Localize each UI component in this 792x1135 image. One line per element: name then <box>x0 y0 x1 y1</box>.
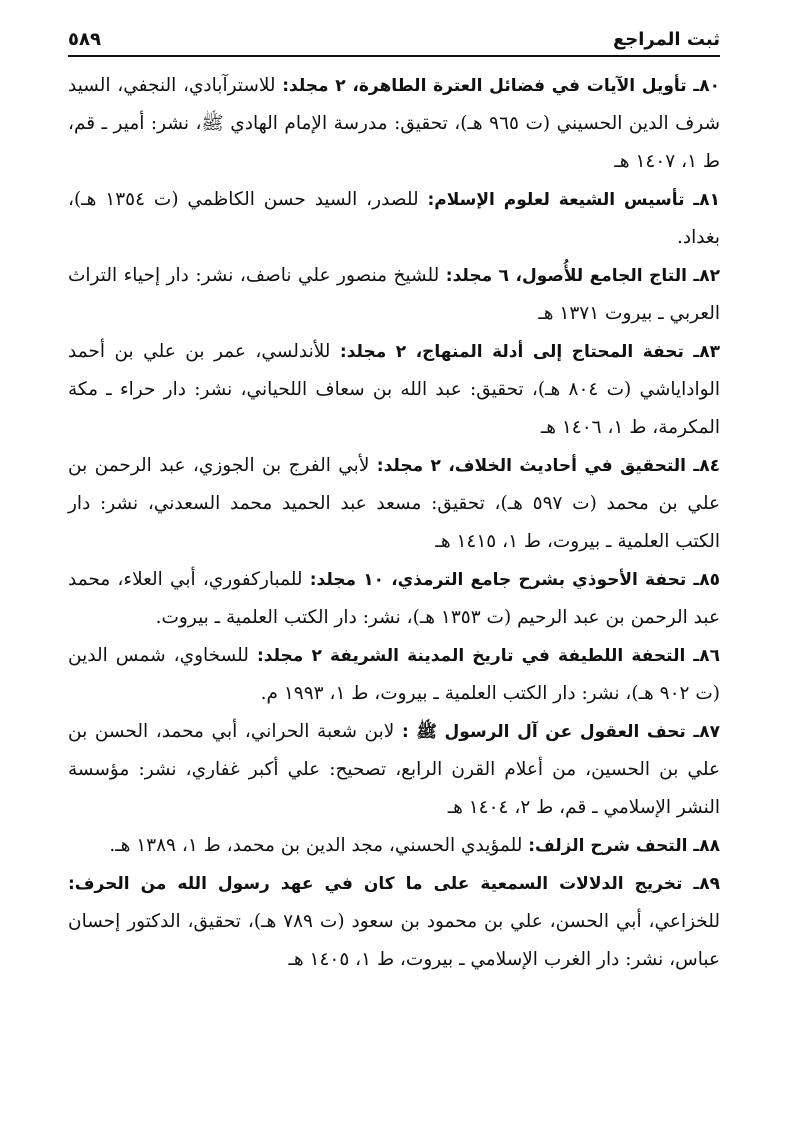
entry-heading: ٨٩ـ تخريج الدلالات السمعية على ما كان في عهد رسول الله من الحرف: <box>68 874 720 894</box>
bibliography-entry <box>68 333 720 447</box>
entry-heading: ٨٥ـ تحفة الأحوذي بشرح جامع الترمذي، ١٠ مجلد: <box>309 570 720 590</box>
entry-heading: ٨٠ـ تأويل الآيات في فضائل العترة الطاهرة، ٢ مجلد: <box>282 76 720 96</box>
bibliography-entry <box>68 181 720 257</box>
bibliography-list <box>68 67 720 979</box>
entry-text: للأندلسي، عمر بن علي بن أحمد الواداياشي (ت ٨٠٤ هـ)، تحقيق: عبد الله بن سعاف اللحياني، نشر: دار حراء ـ مكة المكرمة، ط ١، ١٤٠٦ هـ <box>68 341 720 438</box>
bibliography-entry <box>68 865 720 979</box>
bibliography-entry <box>68 637 720 713</box>
entry-text: للمباركفوري، أبي العلاء، محمد عبد الرحمن بن عبد الرحيم (ت ١٣٥٣ هـ)، نشر: دار الكتب العلمية ـ بيروت. <box>68 569 720 628</box>
entry-heading: ٨٣ـ تحفة المحتاج إلى أدلة المنهاج، ٢ مجلد: <box>339 342 720 362</box>
header-title: ثبت المراجع <box>612 29 720 50</box>
entry-text: لأبي الفرج بن الجوزي، عبد الرحمن بن علي بن محمد (ت ٥٩٧ هـ)، تحقيق: مسعد عبد الحميد محمد السعدني، نشر: دار الكتب العلمية ـ بيروت، ط ١، ١٤١٥ هـ <box>68 455 720 552</box>
running-header <box>68 22 720 57</box>
entry-heading: ٨٢ـ التاج الجامع للأُصول، ٦ مجلد: <box>445 266 720 286</box>
entry-text: للمؤيدي الحسني، مجد الدين بن محمد، ط ١، ١٣٨٩ هـ. <box>109 835 529 856</box>
entry-text: للخزاعي، أبي الحسن، علي بن محمود بن سعود (ت ٧٨٩ هـ)، تحقيق، الدكتور إحسان عباس، نشر: دار الغرب الإسلامي ـ بيروت، ط ١، ١٤٠٥ هـ <box>68 911 720 970</box>
bibliography-entry <box>68 67 720 181</box>
entry-text: للشيخ منصور علي ناصف، نشر: دار إحياء التراث العربي ـ بيروت ١٣٧١ هـ <box>68 265 720 324</box>
entry-text: لابن شعبة الحراني، أبي محمد، الحسن بن علي بن الحسين، من أعلام القرن الرابع، تصحيح: علي أكبر غفاري، نشر: مؤسسة النشر الإسلامي ـ قم، ط ٢، ١٤٠٤ هـ <box>68 721 720 818</box>
entry-heading: ٨٤ـ التحقيق في أحاديث الخلاف، ٢ مجلد: <box>376 456 720 476</box>
entry-heading: ٨٧ـ تحف العقول عن آل الرسول ﷺ : <box>401 722 720 742</box>
bibliography-entry <box>68 713 720 827</box>
entry-heading: ٨٨ـ التحف شرح الزلف: <box>528 836 720 856</box>
bibliography-entry <box>68 257 720 333</box>
bibliography-entry <box>68 827 720 865</box>
entry-heading: ٨٦ـ التحفة اللطيفة في تاريخ المدينة الشريفة ٢ مجلد: <box>256 646 720 666</box>
entry-text: للاسترآبادي، النجفي، السيد شرف الدين الحسيني (ت ٩٦٥ هـ)، تحقيق: مدرسة الإمام الهادي ﷺ، نشر: أمير ـ قم، ط ١، ١٤٠٧ هـ <box>68 75 720 172</box>
entry-text: للصدر، السيد حسن الكاظمي (ت ١٣٥٤ هـ)، بغداد. <box>68 189 720 248</box>
entry-text: للسخاوي، شمس الدين (ت ٩٠٢ هـ)، نشر: دار الكتب العلمية ـ بيروت، ط ١، ١٩٩٣ م. <box>68 645 720 704</box>
bibliography-entry <box>68 447 720 561</box>
bibliography-entry <box>68 561 720 637</box>
entry-heading: ٨١ـ تأسيس الشيعة لعلوم الإسلام: <box>427 190 721 210</box>
document-page <box>68 22 720 979</box>
page-number: ٥٨٩ <box>68 29 101 50</box>
